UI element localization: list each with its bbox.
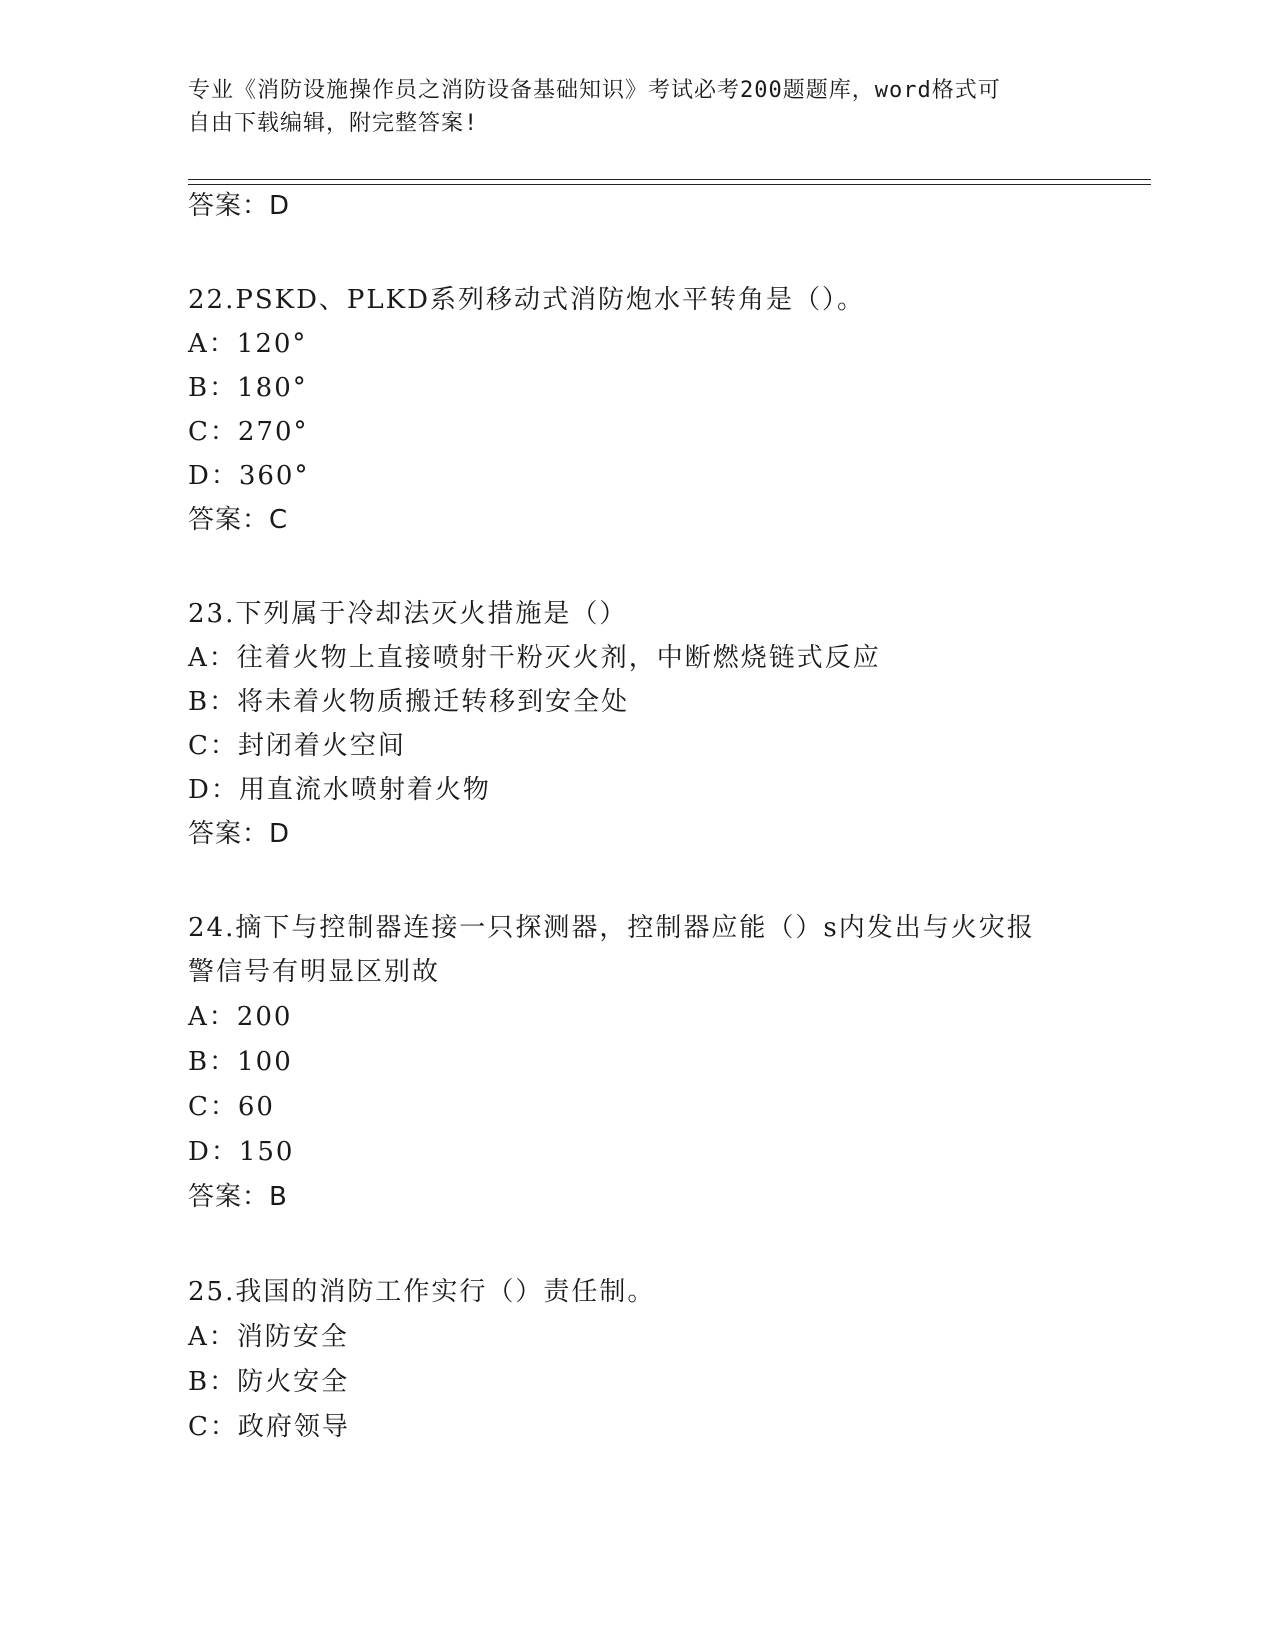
question-24-line-1: 24.摘下与控制器连接一只探测器，控制器应能（）s内发出与火灾报 [188, 913, 1035, 943]
question-22: 22.PSKD、PLKD系列移动式消防炮水平转角是（）。 [188, 285, 865, 315]
q24-option-d: D：150 [188, 1137, 295, 1167]
question-24-line-2: 警信号有明显区别故 [188, 957, 441, 987]
header-line-2: 自由下载编辑，附完整答案! [188, 111, 479, 136]
q22-answer: 答案：C [188, 505, 289, 535]
q23-option-a: A：往着火物上直接喷射干粉灭火剂，中断燃烧链式反应 [188, 643, 881, 673]
header-divider-bottom [188, 184, 1151, 185]
q24-answer: 答案：B [188, 1182, 288, 1212]
header-line-1: 专业《消防设施操作员之消防设备基础知识》考试必考200题题库，word格式可 [188, 78, 1001, 103]
question-23: 23.下列属于冷却法灭火措施是（） [188, 599, 628, 629]
q23-option-c: C：封闭着火空间 [188, 731, 406, 761]
q24-option-a: A：200 [188, 1002, 293, 1032]
document-header [188, 74, 1068, 140]
q22-option-d: D：360° [188, 461, 310, 491]
q22-option-b: B：180° [188, 373, 308, 403]
q23-option-d: D：用直流水喷射着火物 [188, 775, 491, 805]
q22-option-c: C：270° [188, 417, 309, 447]
header-divider-top [188, 179, 1151, 180]
q23-option-b: B：将未着火物质搬迁转移到安全处 [188, 687, 630, 717]
q25-option-c: C：政府领导 [188, 1412, 350, 1442]
question-25: 25.我国的消防工作实行（）责任制。 [188, 1277, 656, 1307]
q24-option-c: C：60 [188, 1092, 275, 1122]
q25-option-b: B：防火安全 [188, 1367, 350, 1397]
q22-option-a: A：120° [188, 329, 308, 359]
answer-21: 答案：D [188, 191, 291, 221]
q25-option-a: A：消防安全 [188, 1322, 349, 1352]
q23-answer: 答案：D [188, 819, 291, 849]
q24-option-b: B：100 [188, 1047, 293, 1077]
